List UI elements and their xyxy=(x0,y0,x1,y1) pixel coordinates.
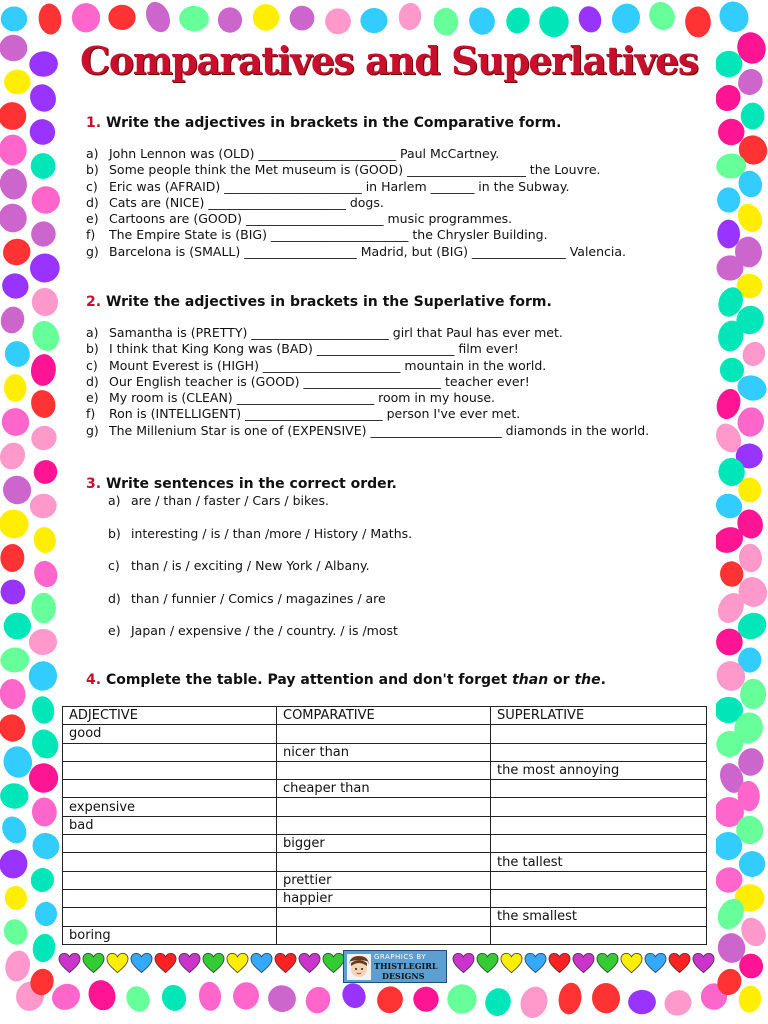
table-cell: the most annoying xyxy=(491,761,707,779)
polka-dot xyxy=(198,981,223,1012)
polka-dot xyxy=(265,982,298,1014)
exercise-list xyxy=(86,146,706,260)
item-letter: d) xyxy=(86,194,99,210)
heart-icon xyxy=(202,952,225,974)
table-cell: the tallest xyxy=(491,853,707,871)
table-cell: expensive xyxy=(63,798,277,816)
table-header-row xyxy=(63,707,707,725)
polka-dot xyxy=(0,6,28,33)
section-instruction-part: . xyxy=(600,672,606,688)
polka-dot xyxy=(0,846,31,883)
table-header: COMPARATIVE xyxy=(277,707,491,725)
item-text: interesting / is / than /more / History / Maths. xyxy=(131,525,413,541)
item-text: The Millenium Star is one of (EXPENSIVE) _____________________ diamonds in the world. xyxy=(109,422,650,438)
heart-icon xyxy=(130,952,153,974)
exercise-item xyxy=(86,179,706,195)
polka-dot xyxy=(179,5,210,32)
exercise-item xyxy=(108,493,706,526)
item-text: Samantha is (PRETTY) ______________________ girl that Paul has ever met. xyxy=(109,325,563,340)
table-cell xyxy=(277,853,491,871)
table-row xyxy=(63,743,707,761)
polka-dot xyxy=(142,0,175,36)
table-cell xyxy=(491,835,707,853)
item-text: My room is (CLEAN) ______________________ room in my house. xyxy=(109,390,496,406)
table-cell: nicer than xyxy=(277,743,491,761)
table-cell: the smallest xyxy=(491,908,707,926)
graphics-credit-badge xyxy=(343,950,447,983)
exercise-item xyxy=(86,195,706,211)
section-instruction: Write the adjectives in brackets in the Comparative form. xyxy=(105,115,562,131)
polka-dot xyxy=(717,187,741,213)
item-letter: c) xyxy=(86,178,98,194)
table-cell xyxy=(277,725,491,743)
table-cell xyxy=(63,835,277,853)
polka-dot xyxy=(628,989,657,1014)
item-letter: a) xyxy=(108,493,121,508)
polka-dot xyxy=(0,507,31,540)
table-cell: cheaper than xyxy=(277,780,491,798)
exercise-item xyxy=(86,162,706,178)
table-cell xyxy=(491,889,707,907)
table-row xyxy=(63,889,707,907)
polka-dot xyxy=(466,4,498,38)
polka-dot xyxy=(0,544,25,572)
table-cell xyxy=(277,816,491,834)
polka-dot xyxy=(397,1,423,31)
section-instruction-emphasis: than xyxy=(512,672,549,688)
section-number: 2. xyxy=(86,294,102,310)
polka-dot xyxy=(27,865,57,896)
polka-dot xyxy=(3,612,32,640)
polka-dot xyxy=(442,979,482,1019)
section-instruction-part: Complete the table. Pay attention and don't forget xyxy=(105,672,513,688)
table-cell xyxy=(491,725,707,743)
item-letter: d) xyxy=(86,373,99,389)
table-cell xyxy=(63,853,277,871)
polka-dot xyxy=(122,982,154,1016)
table-cell: happier xyxy=(277,889,491,907)
polka-dot xyxy=(0,576,29,609)
table-cell xyxy=(63,743,277,761)
exercise-item xyxy=(86,406,706,422)
heart-icon xyxy=(548,952,571,974)
heart-icon xyxy=(668,952,691,974)
polka-dot xyxy=(0,812,31,848)
section-instruction: Write sentences in the correct order. xyxy=(105,476,397,492)
exercise-item xyxy=(86,325,706,341)
polka-dot xyxy=(31,797,58,828)
table-cell xyxy=(491,816,707,834)
table-cell xyxy=(277,926,491,944)
item-text: Cartoons are (GOOD) ______________________ music programmes. xyxy=(109,211,513,227)
item-text: than / funnier / Comics / magazines / are xyxy=(131,590,386,606)
polka-dot xyxy=(26,658,60,693)
polka-dot xyxy=(503,4,534,37)
polka-dot xyxy=(433,7,459,36)
polka-dot xyxy=(28,628,58,656)
section-instruction-part: or xyxy=(548,672,575,688)
section-instruction: Write the adjectives in brackets in the Superlative form. xyxy=(105,294,552,310)
polka-dot xyxy=(27,422,60,455)
table-row xyxy=(63,853,707,871)
item-text: Mount Everest is (HIGH) ______________________ mountain in the world. xyxy=(109,357,547,373)
polka-dot xyxy=(591,982,621,1014)
exercise-item xyxy=(86,423,706,439)
polka-dot xyxy=(412,985,441,1014)
item-letter: a) xyxy=(86,325,99,340)
item-text: Barcelona is (SMALL) __________________ Madrid, but (BIG) _______________ Valencia. xyxy=(109,243,627,259)
item-letter: e) xyxy=(86,390,99,406)
polka-dot xyxy=(28,828,64,863)
exercise-item xyxy=(86,227,706,243)
item-letter: e) xyxy=(86,211,99,227)
heart-icon xyxy=(620,952,643,974)
polka-dot xyxy=(230,979,262,1012)
polka-dot xyxy=(30,286,59,317)
polka-dot xyxy=(373,982,407,1017)
section-3 xyxy=(86,475,706,656)
polka-dot xyxy=(0,646,30,673)
heart-icon xyxy=(452,952,475,974)
polka-dot xyxy=(516,983,551,1022)
polka-dot xyxy=(324,7,352,35)
polka-dot xyxy=(661,986,695,1019)
item-letter: g) xyxy=(86,243,99,259)
polka-dot xyxy=(714,0,754,37)
table-row xyxy=(63,780,707,798)
exercise-item xyxy=(86,341,706,357)
table-row xyxy=(63,871,707,889)
item-text: Eric was (AFRAID) ______________________ in Harlem _______ in the Subway. xyxy=(109,178,570,194)
polka-dot xyxy=(0,915,32,948)
polka-dot xyxy=(29,456,61,488)
polka-dot xyxy=(72,3,101,33)
item-text: than / is / exciting / New York / Albany. xyxy=(131,558,370,573)
polka-dot xyxy=(31,593,55,624)
polka-dot xyxy=(28,317,64,356)
table-cell xyxy=(491,743,707,761)
polka-dot xyxy=(737,849,767,878)
table-cell xyxy=(491,871,707,889)
heart-icon xyxy=(322,952,345,974)
heart-row-right xyxy=(452,952,716,978)
exercise-item xyxy=(86,390,706,406)
polka-dot xyxy=(28,492,58,520)
polka-dot xyxy=(250,1,283,34)
item-letter: f) xyxy=(86,406,96,422)
polka-dot xyxy=(37,2,63,35)
section-number: 3. xyxy=(86,476,102,492)
polka-dot xyxy=(25,115,60,150)
exercise-item xyxy=(108,591,706,624)
heart-row-left xyxy=(58,952,346,978)
section-2 xyxy=(86,293,706,439)
polka-dot xyxy=(4,69,31,94)
section-3-heading xyxy=(86,475,706,493)
polka-dot xyxy=(575,3,604,35)
item-letter: f) xyxy=(86,227,96,243)
heart-icon xyxy=(572,952,595,974)
badge-line-2: THISTLEGIRL xyxy=(374,961,438,971)
polka-dot xyxy=(30,220,57,248)
heart-icon xyxy=(476,952,499,974)
heart-icon xyxy=(178,952,201,974)
polka-dot xyxy=(0,34,28,63)
heart-icon xyxy=(154,952,177,974)
polka-dot xyxy=(0,167,29,202)
polka-dot xyxy=(3,948,33,983)
polka-dot xyxy=(29,353,57,387)
table-cell xyxy=(491,926,707,944)
exercise-item xyxy=(108,558,706,591)
polka-dot xyxy=(0,270,32,302)
item-letter: c) xyxy=(86,357,98,373)
table-cell: boring xyxy=(63,926,277,944)
exercise-item xyxy=(86,374,706,390)
item-letter: d) xyxy=(108,590,121,606)
table-cell xyxy=(63,889,277,907)
polka-dot xyxy=(27,725,63,763)
table-cell: bigger xyxy=(277,835,491,853)
item-text: Japan / expensive / the / country. / is /most xyxy=(131,623,398,638)
section-number: 4. xyxy=(86,672,102,688)
table-cell xyxy=(277,798,491,816)
table-header: ADJECTIVE xyxy=(63,707,277,725)
polka-dot xyxy=(34,901,57,926)
polka-dot xyxy=(84,976,120,1014)
heart-icon xyxy=(298,952,321,974)
table-cell xyxy=(63,908,277,926)
polka-dot xyxy=(4,374,27,402)
polka-dot xyxy=(2,884,29,912)
polka-dot xyxy=(0,235,35,270)
heart-icon xyxy=(644,952,667,974)
table-cell xyxy=(63,761,277,779)
polka-dot xyxy=(30,932,57,964)
polka-dot xyxy=(0,403,34,441)
item-letter: g) xyxy=(86,422,99,438)
item-text: I think that King Kong was (BAD) ______________________ film ever! xyxy=(109,341,519,357)
exercise-item xyxy=(108,623,706,656)
table-cell xyxy=(63,780,277,798)
polka-dot xyxy=(28,50,59,78)
section-1-heading xyxy=(86,114,706,132)
polka-dot xyxy=(0,134,27,166)
polka-dot xyxy=(32,525,59,555)
section-1 xyxy=(86,114,706,260)
item-letter: b) xyxy=(108,525,121,541)
polka-dot xyxy=(108,5,136,31)
exercise-list xyxy=(86,493,706,656)
section-number: 1. xyxy=(86,115,102,131)
item-text: The Empire State is (BIG) ______________________ the Chrysler Building. xyxy=(109,227,548,243)
polka-dot xyxy=(360,7,388,33)
heart-icon xyxy=(82,952,105,974)
item-letter: a) xyxy=(86,146,99,161)
polka-dot xyxy=(30,557,61,590)
page-title: Comparatives and Superlatives xyxy=(80,38,698,83)
item-text: are / than / faster / Cars / bikes. xyxy=(131,493,329,508)
polka-dot xyxy=(0,678,27,711)
polka-dot xyxy=(28,183,63,218)
polka-dot xyxy=(537,4,570,39)
polka-dot xyxy=(0,98,31,135)
item-letter: c) xyxy=(108,558,120,573)
polka-dot xyxy=(28,251,62,285)
exercise-item xyxy=(86,146,706,162)
polka-dot xyxy=(556,981,583,1016)
polka-dot xyxy=(25,80,61,117)
exercise-item xyxy=(86,244,706,260)
section-4 xyxy=(86,671,706,689)
heart-icon xyxy=(106,952,129,974)
polka-dot xyxy=(737,984,763,1014)
table-cell xyxy=(63,871,277,889)
polka-dot xyxy=(0,201,30,236)
polka-dot xyxy=(0,710,30,747)
item-text: John Lennon was (OLD) ______________________ Paul McCartney. xyxy=(109,146,500,161)
table-cell xyxy=(277,908,491,926)
polka-dot xyxy=(717,220,740,249)
table-row xyxy=(63,908,707,926)
item-letter: e) xyxy=(108,623,121,638)
heart-icon xyxy=(524,952,547,974)
table-cell: bad xyxy=(63,816,277,834)
table-cell xyxy=(277,761,491,779)
polka-dot xyxy=(740,102,765,130)
heart-icon xyxy=(274,952,297,974)
exercise-item xyxy=(108,526,706,559)
table-header: SUPERLATIVE xyxy=(491,707,707,725)
table-row xyxy=(63,926,707,944)
adjective-table xyxy=(62,706,707,945)
polka-dot xyxy=(27,762,59,794)
polka-dot xyxy=(482,985,514,1019)
polka-dot xyxy=(338,979,370,1012)
section-4-heading xyxy=(86,671,706,689)
table-row xyxy=(63,816,707,834)
heart-icon xyxy=(58,952,81,974)
badge-line-3: DESIGNS xyxy=(382,971,425,981)
polka-dot xyxy=(302,983,334,1017)
section-2-heading xyxy=(86,293,706,311)
item-letter: b) xyxy=(86,341,99,357)
polka-dot xyxy=(158,981,190,1014)
polka-dot xyxy=(685,6,712,38)
item-text: Cats are (NICE) ______________________ dogs. xyxy=(109,194,384,210)
polka-dot xyxy=(30,694,57,725)
table-cell: prettier xyxy=(277,871,491,889)
item-text: Ron is (INTELLIGENT) ______________________ person I've ever met. xyxy=(109,406,521,422)
polka-dot xyxy=(0,337,34,371)
polka-dot xyxy=(0,438,30,474)
heart-icon xyxy=(596,952,619,974)
heart-icon xyxy=(692,952,715,974)
badge-line-1: GRAPHICS BY xyxy=(374,953,427,961)
table-row xyxy=(63,725,707,743)
polka-dot xyxy=(27,387,58,421)
polka-dot xyxy=(645,0,680,34)
section-instruction-emphasis: the xyxy=(574,672,601,688)
polka-dot xyxy=(31,153,56,179)
girl-face-icon xyxy=(347,954,371,980)
heart-icon xyxy=(500,952,523,974)
table-cell xyxy=(491,780,707,798)
polka-dot xyxy=(217,7,243,34)
table-row xyxy=(63,835,707,853)
heart-icon xyxy=(226,952,249,974)
table-cell xyxy=(491,798,707,816)
item-text: Some people think the Met museum is (GOOD) ___________________ the Louvre. xyxy=(109,162,601,178)
exercise-list xyxy=(86,325,706,439)
polka-dot xyxy=(287,3,318,34)
table-row xyxy=(63,798,707,816)
item-text: Our English teacher is (GOOD) ______________________ teacher ever! xyxy=(109,373,530,389)
polka-dot xyxy=(0,304,27,336)
table-row xyxy=(63,761,707,779)
polka-dot xyxy=(0,782,29,809)
table-cell: good xyxy=(63,725,277,743)
heart-icon xyxy=(250,952,273,974)
exercise-item xyxy=(86,211,706,227)
exercise-item xyxy=(86,358,706,374)
polka-dot xyxy=(607,0,645,38)
item-letter: b) xyxy=(86,162,99,178)
